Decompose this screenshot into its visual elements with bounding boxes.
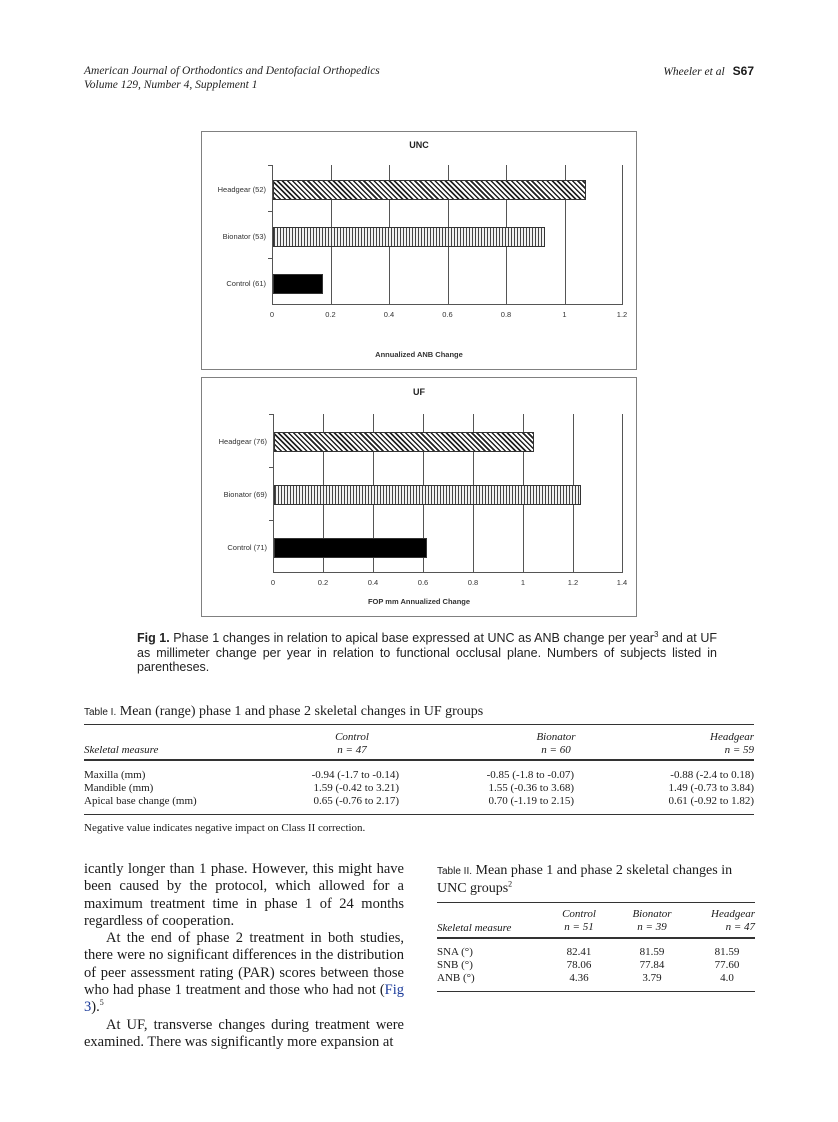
table-label: Table I. bbox=[84, 707, 117, 718]
x-tick-label: 1.2 bbox=[616, 310, 628, 319]
x-tick-label: 0 bbox=[270, 578, 276, 587]
table-row bbox=[84, 769, 754, 782]
category-label: Bionator (53) bbox=[222, 232, 266, 241]
uf-chart bbox=[201, 377, 637, 617]
y-tick bbox=[268, 211, 272, 212]
cell: 1.59 (-0.42 to 3.21) bbox=[313, 782, 399, 794]
category-label: Bionator (69) bbox=[223, 490, 267, 499]
cell: 0.70 (-1.19 to 2.15) bbox=[488, 795, 574, 807]
table-row bbox=[437, 972, 755, 985]
cell: 1.49 (-0.73 to 3.84) bbox=[668, 782, 754, 794]
cell: Apical base change (mm) bbox=[84, 795, 197, 807]
paragraph: icantly longer than 1 phase. However, this might have been caused by the protocol, which allowed for a maximum treatment time in phase 1 of 24 months regardless of cooperation. bbox=[84, 861, 404, 929]
table-header bbox=[437, 903, 755, 937]
uf-plot-area bbox=[218, 414, 628, 587]
paragraph: At UF, transverse changes during treatment were examined. There was significantly more expansion at bbox=[84, 1016, 404, 1050]
cell: SNA (°) bbox=[437, 946, 473, 958]
journal-title: American Journal of Orthodontics and Dentofacial Orthopedics bbox=[84, 65, 380, 77]
col-n: n = 51 bbox=[564, 921, 594, 933]
caption-text: Phase 1 changes in relation to apical base expressed at UNC as ANB change per year bbox=[173, 631, 654, 645]
col-n: n = 60 bbox=[541, 744, 571, 756]
bar-control bbox=[226, 274, 323, 294]
col-header: Headgear bbox=[711, 908, 755, 920]
bar-headgear bbox=[217, 180, 586, 200]
col-header: Control bbox=[562, 908, 596, 920]
table-footnote: Negative value indicates negative impact on Class II correction. bbox=[84, 822, 366, 834]
figure-caption bbox=[137, 631, 717, 675]
col-header: Bionator bbox=[632, 908, 672, 920]
x-tick-label: 0.4 bbox=[383, 310, 395, 319]
table-row bbox=[437, 959, 755, 972]
cell: -0.85 (-1.8 to -0.07) bbox=[486, 769, 574, 781]
paragraph bbox=[84, 930, 404, 1016]
y-tick bbox=[268, 258, 272, 259]
author-running-head: Wheeler et al bbox=[663, 66, 725, 78]
x-tick-label: 0.8 bbox=[500, 310, 512, 319]
table1 bbox=[84, 724, 754, 834]
x-tick-label: 0.6 bbox=[442, 310, 453, 319]
figure-label: Fig 1. bbox=[137, 631, 170, 645]
y-tick bbox=[269, 467, 273, 468]
cell: SNB (°) bbox=[437, 959, 473, 971]
chart-title: UF bbox=[413, 387, 425, 397]
caption-text-cont: and at UF as millimeter change per year in relation to functional occlusal plane. Numbers of subjects listed in parentheses. bbox=[137, 631, 717, 674]
unc-chart bbox=[201, 131, 637, 370]
x-tick-label: 1 bbox=[562, 310, 567, 319]
col-header: Skeletal measure bbox=[437, 922, 512, 934]
category-label: Control (71) bbox=[227, 543, 267, 552]
table-label: Table II. bbox=[437, 866, 473, 877]
figure-link[interactable]: Fig 3 bbox=[84, 982, 404, 1016]
col-n: n = 47 bbox=[337, 744, 367, 756]
gridline bbox=[622, 165, 623, 305]
table-rule bbox=[84, 814, 754, 815]
cell: -0.94 (-1.7 to -0.14) bbox=[311, 769, 399, 781]
cell: 4.36 bbox=[569, 972, 589, 984]
body-text-column bbox=[84, 861, 404, 1051]
bar-bionator bbox=[222, 227, 545, 247]
x-tick-label: 0.8 bbox=[467, 578, 479, 587]
x-axis-label: FOP mm Annualized Change bbox=[367, 597, 471, 606]
cell: 4.0 bbox=[720, 972, 734, 984]
x-tick-label: 0.2 bbox=[317, 578, 329, 587]
col-n: n = 59 bbox=[724, 744, 754, 756]
table-header bbox=[84, 725, 754, 759]
table-row bbox=[437, 946, 755, 959]
gridline bbox=[622, 414, 623, 573]
paragraph-text: At the end of phase 2 treatment in both studies, there were no significant differences in the distribution of peer assessment rating (PAR) scores between those who had phase 1 treatment and those who had not ( bbox=[84, 930, 404, 999]
cell: 82.41 bbox=[566, 946, 592, 958]
col-header: Control bbox=[335, 731, 369, 743]
col-header: Bionator bbox=[536, 731, 576, 743]
category-label: Headgear (52) bbox=[217, 185, 266, 194]
x-tick-label: 0.4 bbox=[367, 578, 379, 587]
category-label: Headgear (76) bbox=[218, 437, 267, 446]
cell: 78.06 bbox=[566, 959, 592, 971]
bar-control bbox=[227, 538, 427, 558]
col-header: Headgear bbox=[710, 731, 754, 743]
y-tick bbox=[269, 414, 273, 415]
chart-title: UNC bbox=[409, 140, 429, 150]
table1-title bbox=[84, 704, 483, 720]
category-label: Control (61) bbox=[226, 279, 266, 288]
x-tick-label: 0 bbox=[269, 310, 275, 319]
table-row bbox=[84, 795, 754, 808]
citation-ref: 2 bbox=[508, 879, 513, 889]
cell: Maxilla (mm) bbox=[84, 769, 146, 781]
table2 bbox=[437, 902, 755, 992]
table2-title bbox=[437, 862, 755, 897]
paragraph-text: ). bbox=[91, 999, 100, 1016]
cell: 77.60 bbox=[714, 959, 740, 971]
x-tick-label: 1 bbox=[520, 578, 526, 587]
unc-plot-area bbox=[217, 165, 628, 319]
x-axis bbox=[273, 572, 623, 573]
col-header: Skeletal measure bbox=[84, 744, 159, 756]
cell: 81.59 bbox=[639, 946, 665, 958]
cell: ANB (°) bbox=[437, 972, 475, 984]
table-row bbox=[84, 782, 754, 795]
page-number: S67 bbox=[732, 64, 754, 78]
cell: 0.65 (-0.76 to 2.17) bbox=[313, 795, 399, 807]
bar-bionator bbox=[223, 485, 581, 505]
bar-headgear bbox=[218, 432, 534, 452]
x-tick-label: 0.2 bbox=[325, 310, 336, 319]
table-caption: Mean (range) phase 1 and phase 2 skeletal changes in UF groups bbox=[119, 704, 484, 719]
cell: 77.84 bbox=[639, 959, 665, 971]
journal-volume: Volume 129, Number 4, Supplement 1 bbox=[84, 79, 258, 91]
citation-ref: 5 bbox=[99, 998, 104, 1008]
x-tick-label: 0.6 bbox=[417, 578, 429, 587]
running-head bbox=[663, 64, 754, 79]
table-rule bbox=[437, 991, 755, 992]
cell: 81.59 bbox=[714, 946, 740, 958]
journal-header bbox=[84, 64, 380, 92]
x-tick-label: 1.4 bbox=[616, 578, 628, 587]
cell: Mandible (mm) bbox=[84, 782, 154, 794]
x-axis-label: Annualized ANB Change bbox=[375, 350, 463, 359]
table-caption: Mean phase 1 and phase 2 skeletal changes in UNC groups bbox=[437, 863, 733, 896]
cell: 0.61 (-0.92 to 1.82) bbox=[668, 795, 754, 807]
y-tick bbox=[268, 165, 272, 166]
col-n: n = 39 bbox=[637, 921, 667, 933]
cell: 3.79 bbox=[642, 972, 662, 984]
y-tick bbox=[269, 520, 273, 521]
cell: 1.55 (-0.36 to 3.68) bbox=[488, 782, 574, 794]
cell: -0.88 (-2.4 to 0.18) bbox=[670, 769, 754, 781]
col-n: n = 47 bbox=[725, 921, 755, 933]
citation-ref: 3 bbox=[653, 629, 659, 639]
x-tick-label: 1.2 bbox=[567, 578, 579, 587]
